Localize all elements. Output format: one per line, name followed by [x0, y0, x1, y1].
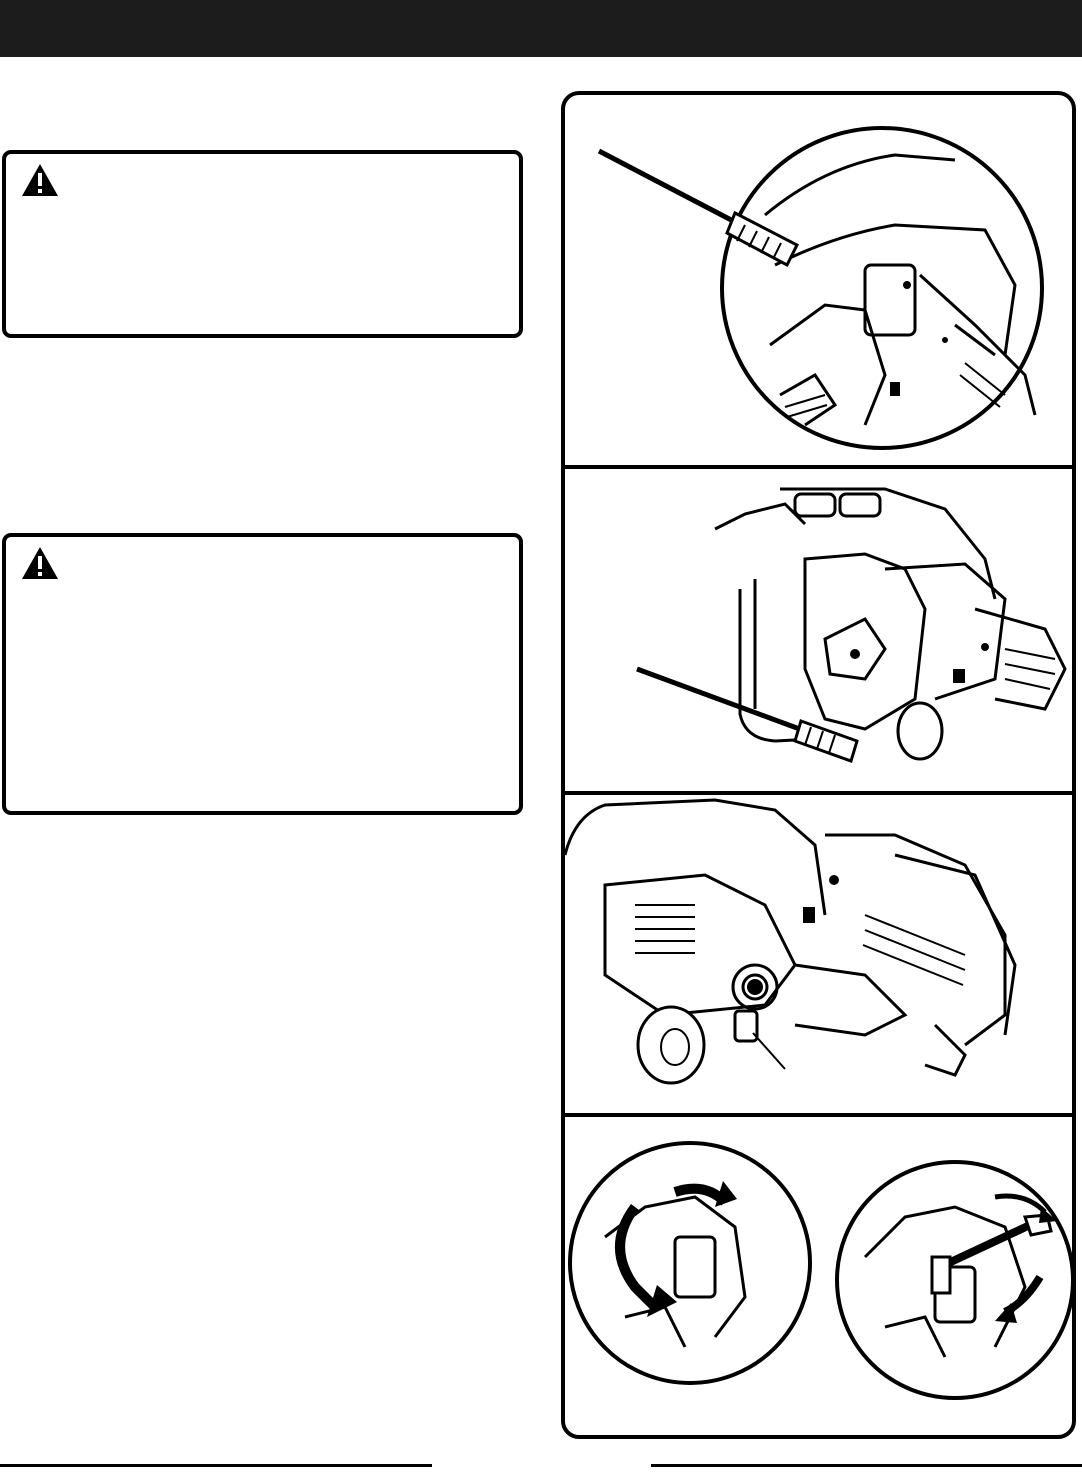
- warning-triangle-icon: [20, 162, 60, 198]
- figure-cylinder-fins-cleaning: [565, 469, 1072, 791]
- warning-box-2: [2, 533, 523, 815]
- figure-fuel-filter-removal: [565, 795, 1072, 1113]
- fuel-cap-icon: [638, 1007, 704, 1083]
- warning-box-1: [2, 150, 523, 338]
- figure-panel: [561, 91, 1076, 1439]
- figure-air-filter-cleaning: [565, 95, 1072, 465]
- warning-triangle-icon: [20, 545, 60, 581]
- footer-rule-right: [651, 1464, 1082, 1467]
- figure-spark-plug-removal: [565, 1117, 1072, 1439]
- header-bar: [0, 0, 1082, 57]
- footer-rule-left: [0, 1464, 432, 1467]
